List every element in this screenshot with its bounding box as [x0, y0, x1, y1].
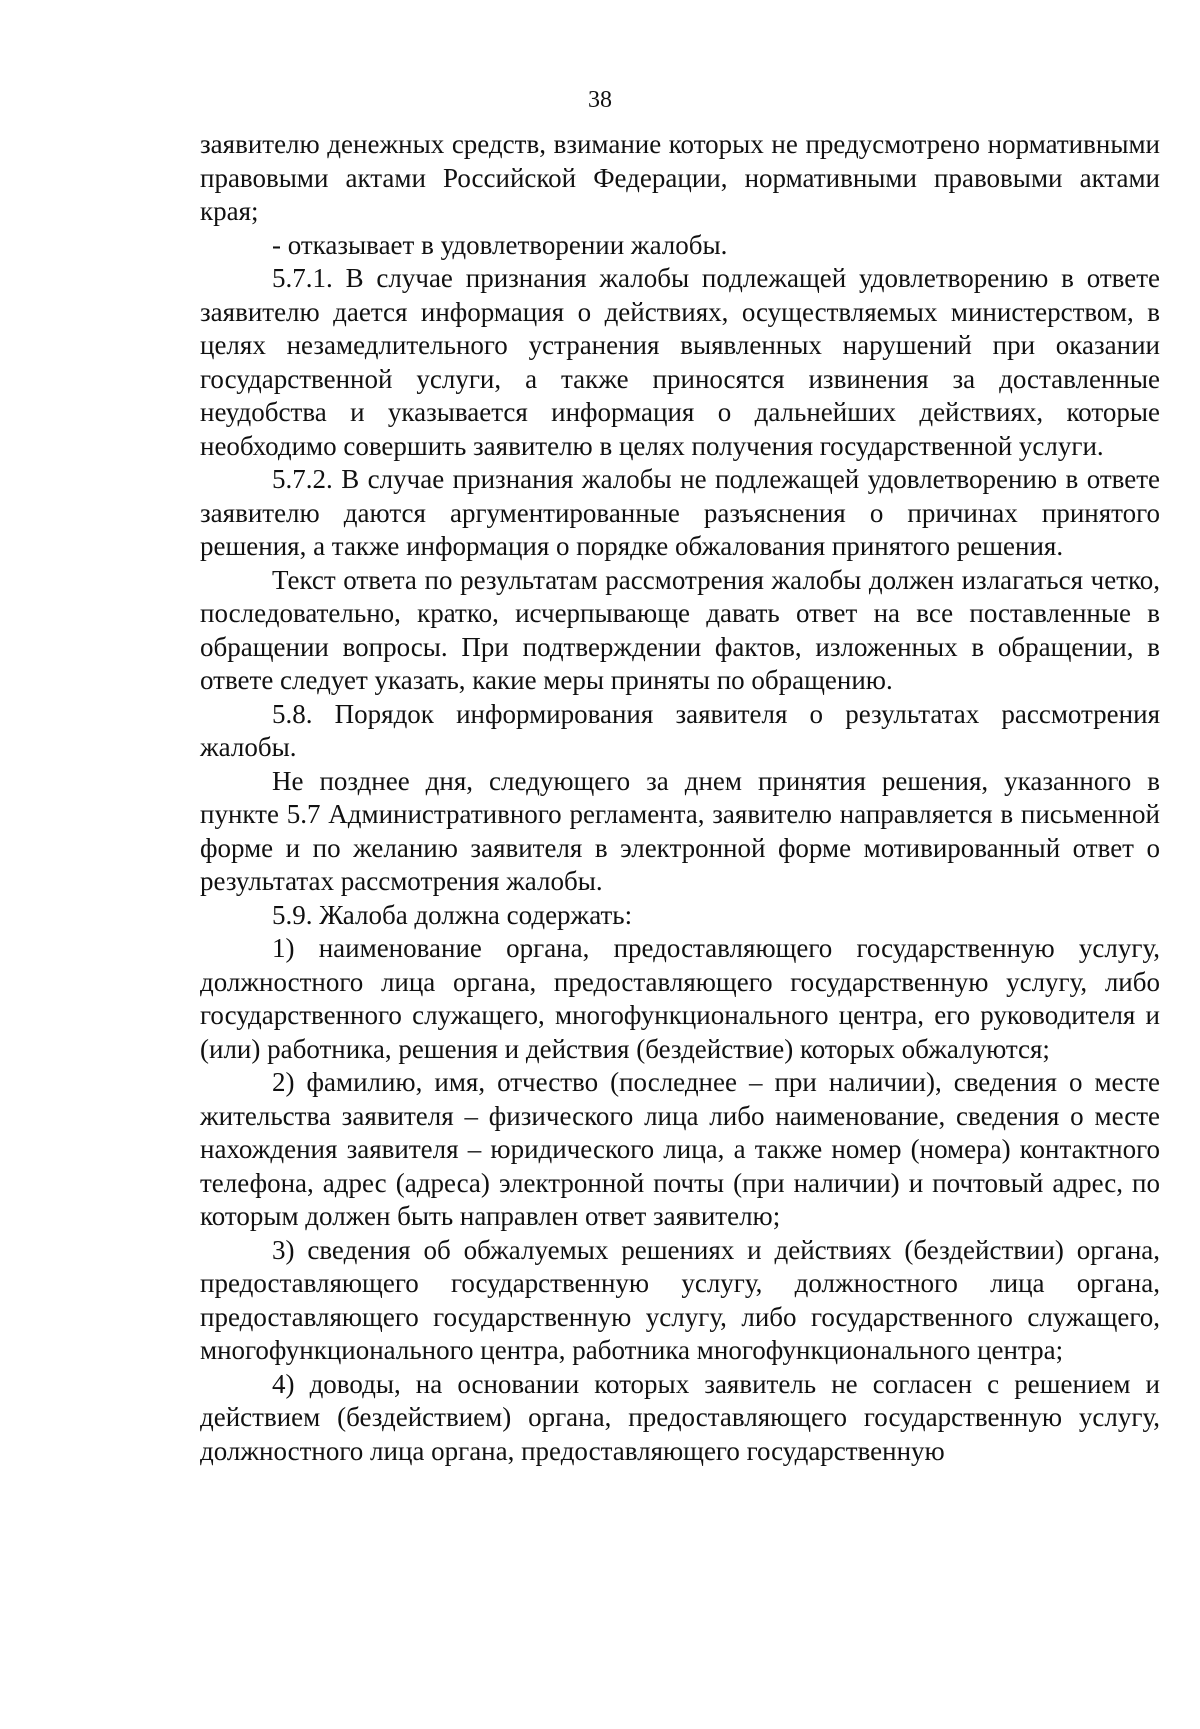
- paragraph-refusal: - отказывает в удовлетворении жалобы.: [272, 229, 728, 260]
- paragraph-5-7-2: 5.7.2. В случае признания жалобы не подлежащей удовлетворению в ответе заявителю даются аргументированные разъяснения о причинах принятого решения, а также информация о порядке обжалования принятого решения.: [200, 464, 1160, 561]
- paragraph-5-9: 5.9. Жалоба должна содержать:: [272, 899, 633, 930]
- paragraph-answer-text: Текст ответа по результатам рассмотрения жалобы должен излагаться четко, последовательно, кратко, исчерпывающе давать ответ на все поставленные в обращении вопросы. При подтверждении фактов, изложенных в обращении, в ответе следует указать, какие меры приняты по обращению.: [200, 564, 1160, 695]
- paragraph-continuation: заявителю денежных средств, взимание которых не предусмотрено нормативными правовыми актами Российской Федерации, нормативными правовыми актами края;: [200, 129, 1160, 226]
- list-item-1: 1) наименование органа, предоставляющего государственную услугу, должностного лица органа, предоставляющего государственную услугу, либо государственного служащего, многофункционального центра, его руководителя и (или) работника, решения и действия (бездействие) которых обжалуются;: [200, 933, 1160, 1064]
- paragraph-5-7-1: 5.7.1. В случае признания жалобы подлежащей удовлетворению в ответе заявителю дается информация о действиях, осуществляемых министерством, в целях незамедлительного устранения выявленных нарушений при оказании государственной услуги, а также приносятся извинения за доставленные неудобства и указывается информация о дальнейших действиях, которые необходимо совершить заявителю в целях получения государственной услуги.: [200, 263, 1160, 461]
- paragraph-deadline: Не позднее дня, следующего за днем принятия решения, указанного в пункте 5.7 Административного регламента, заявителю направляется в письменной форме и по желанию заявителя в электронной форме мотивированный ответ о результатах рассмотрения жалобы.: [200, 765, 1160, 896]
- list-item-4: 4) доводы, на основании которых заявитель не согласен с решением и действием (бездействием) органа, предоставляющего государственную услугу, должностного лица органа, предоставляющего государственную: [200, 1368, 1160, 1466]
- page-number: 38: [588, 87, 612, 113]
- list-item-2: 2) фамилию, имя, отчество (последнее – при наличии), сведения о месте жительства заявителя – физического лица либо наименование, сведения о месте нахождения заявителя – юридического лица, а также номер (номера) контактного телефона, адрес (адреса) электронной почты (при наличии) и почтовый адрес, по которым должен быть направлен ответ заявителю;: [200, 1067, 1160, 1231]
- document-body: [200, 128, 1160, 1468]
- paragraph-5-8: 5.8. Порядок информирования заявителя о результатах рассмотрения жалобы.: [200, 698, 1160, 762]
- list-item-3: 3) сведения об обжалуемых решениях и действиях (бездействии) органа, предоставляющего государственную услугу, должностного лица органа, предоставляющего государственную услугу, либо государственного служащего, многофункционального центра, работника многофункционального центра;: [200, 1234, 1160, 1365]
